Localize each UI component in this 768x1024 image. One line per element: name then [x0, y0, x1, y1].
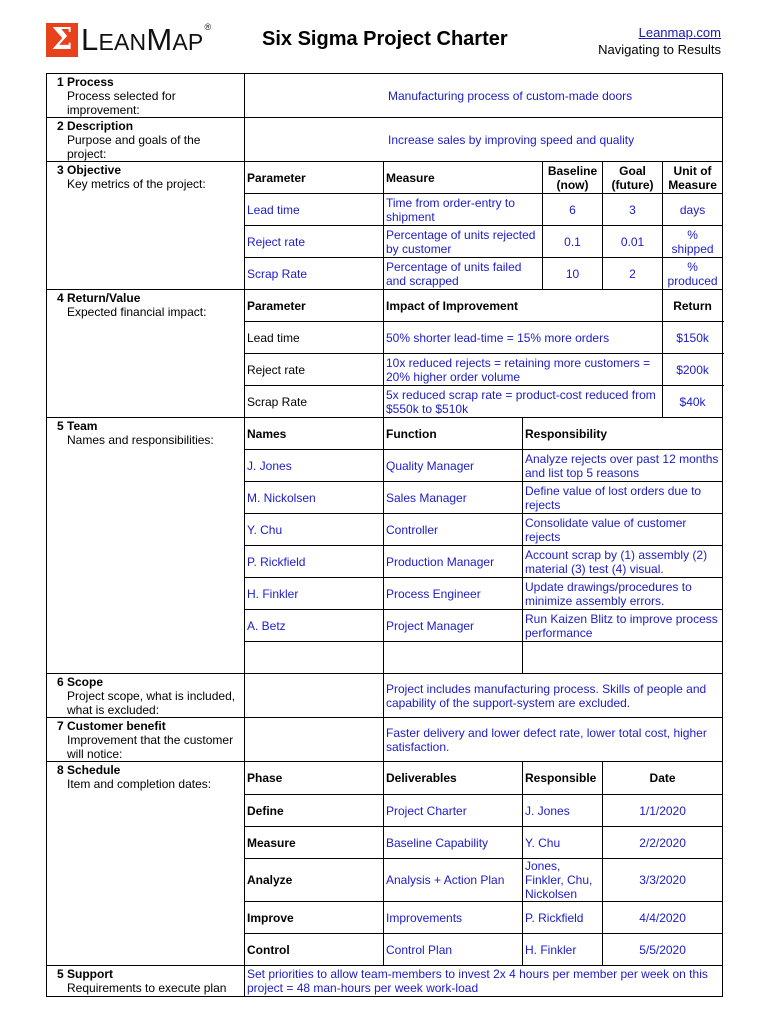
team-function: Process Engineer — [384, 578, 523, 610]
return-value: $150k — [663, 322, 723, 354]
objective-measure: Percentage of units failed and scrapped — [384, 258, 543, 290]
description-label: 2 Description Purpose and goals of the project: — [47, 118, 245, 162]
return-parameter: Lead time — [245, 322, 384, 354]
schedule-date: 4/4/2020 — [603, 902, 723, 934]
schedule-label: 8 Schedule Item and completion dates: — [47, 762, 245, 966]
team-col-responsibility: Responsibility — [523, 418, 723, 450]
objective-goal: 2 — [603, 258, 663, 290]
team-col-names: Names — [245, 418, 384, 450]
team-name: Y. Chu — [245, 514, 384, 546]
objective-parameter: Scrap Rate — [245, 258, 384, 290]
objective-measure: Time from order-entry to shipment — [384, 194, 543, 226]
scope-spacer — [245, 674, 384, 718]
schedule-date: 2/2/2020 — [603, 827, 723, 859]
objective-col-parameter: Parameter — [245, 162, 384, 194]
schedule-deliverable: Control Plan — [384, 934, 523, 966]
scope-row — [47, 674, 723, 718]
objective-col-baseline: Baseline (now) — [543, 162, 603, 194]
leanmap-link[interactable]: Leanmap.com — [638, 25, 721, 40]
objective-goal: 0.01 — [603, 226, 663, 258]
scope-label: 6 Scope Project scope, what is included, what is excluded: — [47, 674, 245, 718]
return-label: 4 Return/Value Expected financial impact: — [47, 290, 245, 418]
return-value: $40k — [663, 386, 723, 418]
team-col-function: Function — [384, 418, 523, 450]
schedule-header-row — [47, 762, 723, 795]
objective-unit: % shipped — [663, 226, 723, 258]
objective-baseline: 6 — [543, 194, 603, 226]
team-function: Quality Manager — [384, 450, 523, 482]
return-parameter: Scrap Rate — [245, 386, 384, 418]
schedule-deliverable: Improvements — [384, 902, 523, 934]
objective-col-measure: Measure — [384, 162, 543, 194]
charter-table — [46, 73, 723, 997]
benefit-value: Faster delivery and lower defect rate, lower total cost, higher satisfaction. — [384, 718, 723, 762]
objective-col-goal: Goal (future) — [603, 162, 663, 194]
team-function: Project Manager — [384, 610, 523, 642]
description-value: Increase sales by improving speed and quality — [245, 118, 723, 162]
team-header-row — [47, 418, 723, 450]
team-function: Sales Manager — [384, 482, 523, 514]
objective-parameter: Lead time — [245, 194, 384, 226]
objective-col-unit: Unit of Measure — [663, 162, 723, 194]
support-label: 5 Support Requirements to execute plan — [47, 966, 245, 997]
schedule-col-phase: Phase — [245, 762, 384, 795]
benefit-row — [47, 718, 723, 762]
return-parameter: Reject rate — [245, 354, 384, 386]
objective-unit: days — [663, 194, 723, 226]
sigma-icon: Σ — [46, 23, 78, 57]
process-label: 1 Process Process selected for improvement: — [47, 74, 245, 118]
team-name: M. Nickolsen — [245, 482, 384, 514]
schedule-phase: Measure — [245, 827, 384, 859]
logo-wordmark: LEANMAP® — [81, 22, 212, 57]
schedule-col-deliverables: Deliverables — [384, 762, 523, 795]
objective-header-row — [47, 162, 723, 194]
return-col-parameter: Parameter — [245, 290, 384, 322]
return-col-impact: Impact of Improvement — [384, 290, 663, 322]
tagline: Navigating to Results — [598, 42, 721, 57]
schedule-deliverable: Project Charter — [384, 795, 523, 827]
team-responsibility: Define value of lost orders due to rejects — [523, 482, 723, 514]
schedule-phase: Control — [245, 934, 384, 966]
schedule-phase: Improve — [245, 902, 384, 934]
return-value: $200k — [663, 354, 723, 386]
schedule-responsible: P. Rickfield — [523, 902, 603, 934]
objective-baseline: 10 — [543, 258, 603, 290]
team-name: A. Betz — [245, 610, 384, 642]
schedule-phase: Analyze — [245, 859, 384, 902]
objective-parameter: Reject rate — [245, 226, 384, 258]
schedule-responsible: H. Finkler — [523, 934, 603, 966]
return-impact: 5x reduced scrap rate = product-cost reduced from $550k to $510k — [384, 386, 663, 418]
team-name: H. Finkler — [245, 578, 384, 610]
team-responsibility: Consolidate value of customer rejects — [523, 514, 723, 546]
header-right — [598, 24, 721, 58]
team-responsibility: Analyze rejects over past 12 months and list top 5 reasons — [523, 450, 723, 482]
schedule-deliverable: Analysis + Action Plan — [384, 859, 523, 902]
return-impact: 50% shorter lead-time = 15% more orders — [384, 322, 663, 354]
return-impact: 10x reduced rejects = retaining more customers = 20% higher order volume — [384, 354, 663, 386]
schedule-responsible: Jones, Finkler, Chu, Nickolsen — [523, 859, 603, 902]
benefit-spacer — [245, 718, 384, 762]
process-row — [47, 74, 723, 118]
page-header — [0, 0, 768, 72]
process-value: Manufacturing process of custom-made doors — [245, 74, 723, 118]
team-function — [384, 642, 523, 674]
schedule-responsible: Y. Chu — [523, 827, 603, 859]
team-function: Production Manager — [384, 546, 523, 578]
benefit-label: 7 Customer benefit Improvement that the customer will notice: — [47, 718, 245, 762]
support-value: Set priorities to allow team-members to invest 2x 4 hours per member per week on this project = 48 man-hours per week work-load — [245, 966, 723, 997]
team-label: 5 Team Names and responsibilities: — [47, 418, 245, 674]
return-col-return: Return — [663, 290, 723, 322]
team-responsibility — [523, 642, 723, 674]
team-responsibility: Run Kaizen Blitz to improve process performance — [523, 610, 723, 642]
support-row — [47, 966, 723, 997]
schedule-col-date: Date — [603, 762, 723, 795]
schedule-responsible: J. Jones — [523, 795, 603, 827]
schedule-date: 5/5/2020 — [603, 934, 723, 966]
schedule-date: 3/3/2020 — [603, 859, 723, 902]
team-name: J. Jones — [245, 450, 384, 482]
schedule-date: 1/1/2020 — [603, 795, 723, 827]
objective-goal: 3 — [603, 194, 663, 226]
objective-unit: % produced — [663, 258, 723, 290]
leanmap-logo — [46, 22, 211, 58]
team-name: P. Rickfield — [245, 546, 384, 578]
schedule-deliverable: Baseline Capability — [384, 827, 523, 859]
team-name — [245, 642, 384, 674]
document-title: Six Sigma Project Charter — [262, 28, 508, 50]
objective-baseline: 0.1 — [543, 226, 603, 258]
schedule-phase: Define — [245, 795, 384, 827]
team-function: Controller — [384, 514, 523, 546]
description-row — [47, 118, 723, 162]
schedule-col-responsible: Responsible — [523, 762, 603, 795]
team-responsibility: Update drawings/procedures to minimize assembly errors. — [523, 578, 723, 610]
objective-label: 3 Objective Key metrics of the project: — [47, 162, 245, 290]
return-header-row — [47, 290, 723, 322]
objective-measure: Percentage of units rejected by customer — [384, 226, 543, 258]
scope-value: Project includes manufacturing process. Skills of people and capability of the support-system are excluded. — [384, 674, 723, 718]
team-responsibility: Account scrap by (1) assembly (2) material (3) test (4) visual. — [523, 546, 723, 578]
